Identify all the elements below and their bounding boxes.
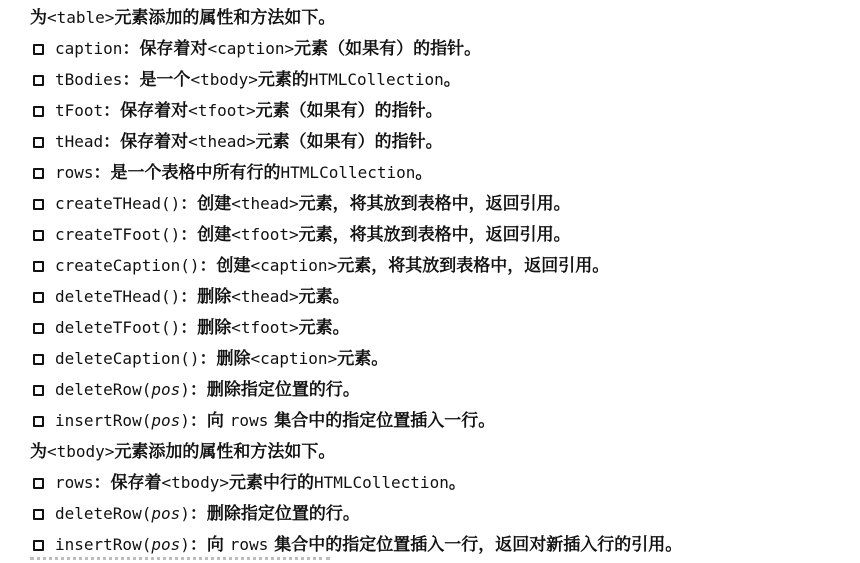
list-item: deleteCaption()：删除<caption>元素。 bbox=[33, 343, 388, 374]
checkbox-bullet-icon bbox=[33, 75, 44, 86]
list-item: deleteRow(pos)：删除指定位置的行。 bbox=[33, 374, 360, 405]
list-item: deleteTHead()：删除<thead>元素。 bbox=[33, 281, 350, 312]
list-item: deleteTFoot()：删除<tfoot>元素。 bbox=[33, 312, 350, 343]
checkbox-bullet-icon bbox=[33, 106, 44, 117]
checkbox-bullet-icon bbox=[33, 230, 44, 241]
checkbox-bullet-icon bbox=[33, 137, 44, 148]
list-item: createTFoot()：创建<tfoot>元素，将其放到表格中，返回引用。 bbox=[33, 219, 571, 250]
checkbox-bullet-icon bbox=[33, 44, 44, 55]
list-item: createCaption()：创建<caption>元素，将其放到表格中，返回引用。 bbox=[33, 250, 609, 281]
checkbox-bullet-icon bbox=[33, 168, 44, 179]
list-item: deleteRow(pos)：删除指定位置的行。 bbox=[33, 498, 360, 529]
checkbox-bullet-icon bbox=[33, 540, 44, 551]
intro-tbody: 为<tbody>元素添加的属性和方法如下。 bbox=[30, 442, 336, 462]
checkbox-bullet-icon bbox=[33, 509, 44, 520]
checkbox-bullet-icon bbox=[33, 385, 44, 396]
checkbox-bullet-icon bbox=[33, 354, 44, 365]
list-item: tFoot：保存着对<tfoot>元素（如果有）的指针。 bbox=[33, 95, 443, 126]
cut-off-text-fragment bbox=[30, 557, 330, 563]
checkbox-bullet-icon bbox=[33, 261, 44, 272]
checkbox-bullet-icon bbox=[33, 323, 44, 334]
list-item: tHead：保存着对<thead>元素（如果有）的指针。 bbox=[33, 126, 443, 157]
list-item: rows：保存着<tbody>元素中行的HTMLCollection。 bbox=[33, 467, 466, 498]
checkbox-bullet-icon bbox=[33, 416, 44, 427]
list-item: caption：保存着对<caption>元素（如果有）的指针。 bbox=[33, 33, 481, 64]
intro-table: 为<table>元素添加的属性和方法如下。 bbox=[30, 8, 336, 28]
checkbox-bullet-icon bbox=[33, 478, 44, 489]
checkbox-bullet-icon bbox=[33, 292, 44, 303]
list-item: insertRow(pos)：向 rows 集合中的指定位置插入一行。 bbox=[33, 405, 495, 436]
list-item: createTHead()：创建<thead>元素，将其放到表格中，返回引用。 bbox=[33, 188, 571, 219]
checkbox-bullet-icon bbox=[33, 199, 44, 210]
list-item: insertRow(pos)：向 rows 集合中的指定位置插入一行，返回对新插入行的引用。 bbox=[33, 529, 682, 560]
list-item: tBodies：是一个<tbody>元素的HTMLCollection。 bbox=[33, 64, 461, 95]
list-item: rows：是一个表格中所有行的HTMLCollection。 bbox=[33, 157, 432, 188]
